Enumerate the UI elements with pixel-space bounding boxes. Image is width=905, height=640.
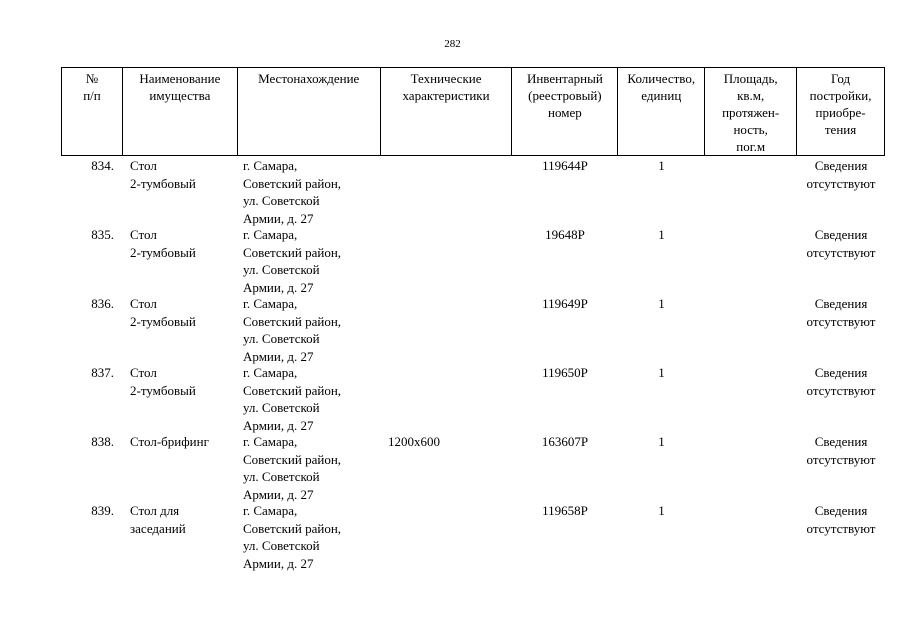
table-row (61, 502, 885, 571)
header-quantity: Количество, единиц (618, 68, 705, 155)
header-location: Местонахождение (238, 68, 381, 155)
table-body (61, 156, 885, 571)
row-number: 834. (91, 158, 114, 173)
row-number: 839. (91, 503, 114, 518)
row-location: г. Самара, Советский район, ул. Советской Армии, д. 27 (243, 227, 342, 295)
row-area (705, 502, 797, 571)
row-quantity: 1 (658, 503, 665, 518)
row-location: г. Самара, Советский район, ул. Советской Армии, д. 27 (243, 503, 342, 571)
row-year: Сведения отсутствуют (806, 296, 876, 329)
table-header (61, 67, 885, 156)
row-technical (380, 502, 512, 571)
row-inventory-number: 119644Р (542, 158, 588, 173)
row-year: Сведения отсутствуют (806, 158, 876, 191)
row-year: Сведения отсутствуют (806, 365, 876, 398)
row-area (705, 157, 797, 226)
row-number: 838. (91, 434, 114, 449)
row-inventory-number: 119658Р (542, 503, 588, 518)
row-quantity: 1 (658, 365, 665, 380)
row-technical (380, 295, 512, 364)
header-inventory-number: Инвентарный (реестровый) номер (512, 68, 618, 155)
row-area (705, 226, 797, 295)
row-number: 835. (91, 227, 114, 242)
row-technical (380, 226, 512, 295)
table-row (61, 364, 885, 433)
row-year: Сведения отсутствуют (806, 503, 876, 536)
property-table (61, 67, 885, 571)
row-location: г. Самара, Советский район, ул. Советской Армии, д. 27 (243, 434, 342, 502)
row-quantity: 1 (658, 434, 665, 449)
row-technical (380, 157, 512, 226)
header-year: Год постройки, приобре- тения (797, 68, 885, 155)
row-number: 837. (91, 365, 114, 380)
row-technical (380, 364, 512, 433)
row-inventory-number: 119649Р (542, 296, 588, 311)
row-location: г. Самара, Советский район, ул. Советской Армии, д. 27 (243, 296, 342, 364)
row-name: Стол 2-тумбовый (130, 158, 196, 191)
table-row (61, 157, 885, 226)
row-name: Стол 2-тумбовый (130, 365, 196, 398)
header-area: Площадь, кв.м, протяжен- ность, пог.м (705, 68, 797, 155)
row-name: Стол-брифинг (130, 434, 209, 449)
row-quantity: 1 (658, 227, 665, 242)
row-area (705, 295, 797, 364)
row-number: 836. (91, 296, 114, 311)
row-name: Стол 2-тумбовый (130, 227, 196, 260)
row-inventory-number: 119650Р (542, 365, 588, 380)
table-row (61, 433, 885, 502)
row-inventory-number: 19648Р (545, 227, 585, 242)
page-number: 282 (444, 38, 461, 50)
header-technical: Технические характеристики (381, 68, 513, 155)
row-year: Сведения отсутствуют (806, 434, 876, 467)
row-quantity: 1 (658, 158, 665, 173)
row-location: г. Самара, Советский район, ул. Советской Армии, д. 27 (243, 158, 342, 226)
row-area (705, 433, 797, 502)
header-number: № п/п (62, 68, 123, 155)
table-row (61, 295, 885, 364)
row-name: Стол 2-тумбовый (130, 296, 196, 329)
row-quantity: 1 (658, 296, 665, 311)
table-row (61, 226, 885, 295)
row-area (705, 364, 797, 433)
row-location: г. Самара, Советский район, ул. Советской Армии, д. 27 (243, 365, 342, 433)
row-name: Стол для заседаний (130, 503, 186, 536)
row-technical: 1200х600 (388, 434, 440, 449)
header-name: Наименование имущества (123, 68, 238, 155)
row-year: Сведения отсутствуют (806, 227, 876, 260)
row-inventory-number: 163607Р (541, 434, 589, 449)
